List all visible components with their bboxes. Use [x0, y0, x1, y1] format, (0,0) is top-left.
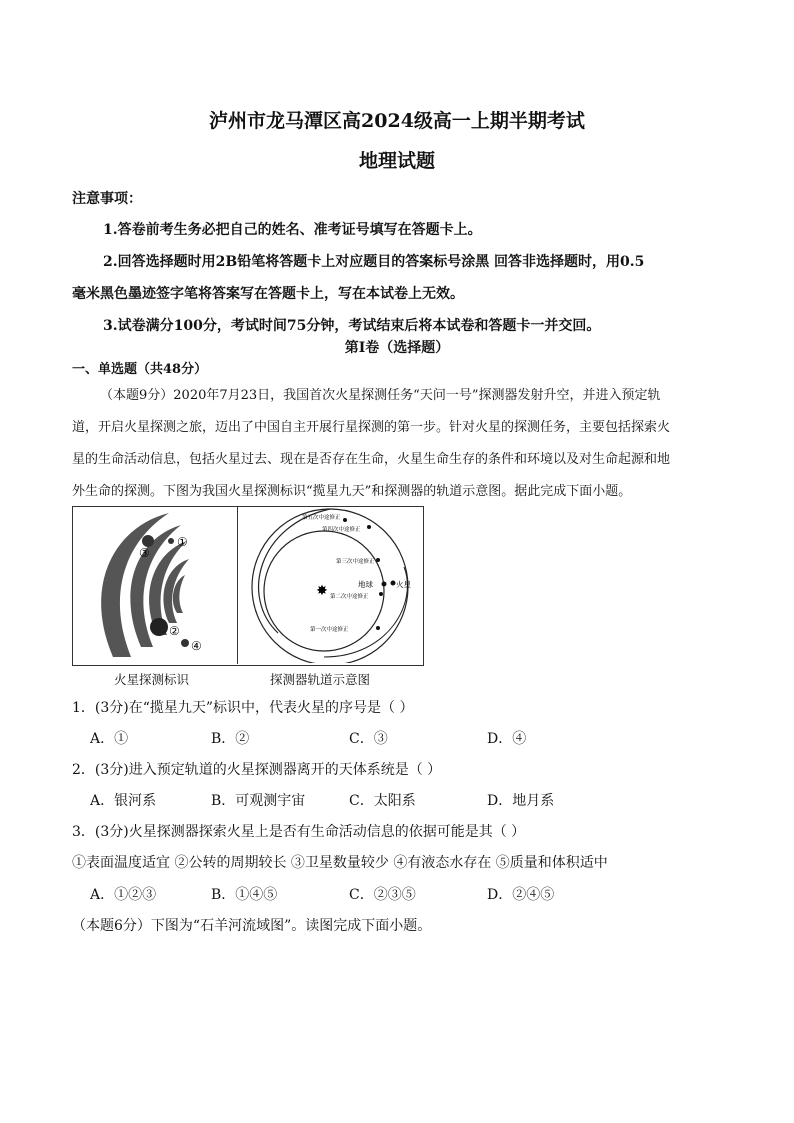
passage1-line-2: 道，开启火星探测之旅，迈出了中国自主开展行星探测的第一步。针对火星的探测任务，主要包括探索火 [72, 420, 671, 435]
label-correction-5: 第五次中途修正 [302, 515, 341, 521]
exam-title: 泸州市龙马潭区高2024级高一上期半期考试 [209, 110, 585, 132]
figure-caption-left: 火星探测标识 [114, 672, 190, 687]
label-correction-2: 第二次中途修正 [330, 594, 369, 600]
notes-item-2-line-1: 2.回答选择题时用2B铅笔将答题卡上对应题目的答案标号涂黑 回答非选择题时，用0.5 [103, 254, 645, 270]
logo-marker-3: ③ [139, 546, 150, 560]
notes-item-2-line-2: 毫米黑色墨迹签字笔将答案写在答题卡上，写在本试卷上无效。 [72, 286, 464, 302]
question-3-stem: 3．(3分)火星探测器探索火星上是否有生命活动信息的依据可能是其（ ） [72, 824, 526, 840]
logo-marker-4: ④ [191, 639, 202, 653]
correction-point-3 [376, 558, 380, 562]
mars-exploration-logo [73, 507, 237, 663]
mars-dot [391, 581, 396, 586]
notes-item-3: 3.试卷满分100分，考试时间75分钟，考试结束后将本试卷和答题卡一并交回。 [103, 318, 601, 334]
question-1-option-a[interactable]: A．① [90, 731, 129, 747]
correction-point-2 [379, 592, 383, 596]
label-correction-1: 第一次中途修正 [310, 627, 349, 633]
notes-heading: 注意事项： [72, 191, 142, 207]
passage1-line-4: 外生命的探测。下图为我国火星探测标识“揽星九天”和探测器的轨道示意图。据此完成下面小题。 [72, 484, 632, 499]
logo-planet-4 [181, 639, 189, 647]
question-1-option-c[interactable]: C．③ [349, 731, 388, 747]
label-correction-4: 第四次中途修正 [322, 527, 361, 533]
question-1-option-b[interactable]: B．② [211, 731, 250, 747]
orbit-diagram [238, 507, 422, 663]
earth-dot [382, 582, 387, 587]
correction-point-5 [343, 518, 347, 522]
question-3-option-d[interactable]: D．②④⑤ [487, 887, 555, 903]
logo-planet-1 [168, 538, 174, 544]
question-3-option-a[interactable]: A．①②③ [90, 887, 157, 903]
question-1-stem: 1．(3分)在“揽星九天”标识中，代表火星的序号是（ ） [72, 700, 414, 716]
label-earth: 地球 [358, 580, 373, 589]
part1-heading: 第Ⅰ卷（选择题） [344, 340, 450, 356]
question-2-stem: 2．(3分)进入预定轨道的火星探测器离开的天体系统是（ ） [72, 762, 442, 778]
question-2-option-a[interactable]: A．银河系 [90, 793, 157, 809]
logo-planet-2 [150, 618, 168, 636]
question-3-option-c[interactable]: C．②③⑤ [349, 887, 416, 903]
correction-point-1 [376, 626, 380, 630]
question-1-option-d[interactable]: D．④ [487, 731, 527, 747]
label-mars: 火星 [396, 580, 411, 589]
passage2-line-1: （本题6分）下图为“石羊河流域图”。读图完成下面小题。 [72, 918, 432, 934]
section-heading: 一、单选题（共48分） [72, 362, 208, 377]
passage1-line-1: （本题9分）2020年7月23日，我国首次火星探测任务“天问一号”探测器发射升空，并进入预定轨 [100, 388, 661, 403]
sun-icon: ✸ [316, 583, 328, 599]
label-correction-3: 第三次中途修正 [336, 559, 375, 565]
question-3-option-b[interactable]: B．①④⑤ [211, 887, 278, 903]
question-2-option-d[interactable]: D．地月系 [487, 793, 555, 809]
logo-marker-2: ② [169, 624, 180, 638]
logo-marker-1: ① [177, 535, 188, 549]
question-2-option-b[interactable]: B．可观测宇宙 [211, 793, 306, 809]
correction-point-4 [367, 525, 371, 529]
figure-caption-right: 探测器轨道示意图 [270, 672, 371, 687]
question-2-option-c[interactable]: C．太阳系 [349, 793, 416, 809]
passage1-line-3: 星的生命活动信息，包括火星过去、现在是否存在生命，火星生命生存的条件和环境以及对生命起源和地 [72, 452, 671, 467]
exam-subject: 地理试题 [358, 150, 435, 172]
question-3-conditions: ①表面温度适宜 ②公转的周期较长 ③卫星数量较少 ④有液态水存在 ⑤质量和体积适中 [72, 855, 608, 871]
notes-item-1: 1.答卷前考生务必把自己的姓名、准考证号填写在答题卡上。 [103, 222, 482, 238]
